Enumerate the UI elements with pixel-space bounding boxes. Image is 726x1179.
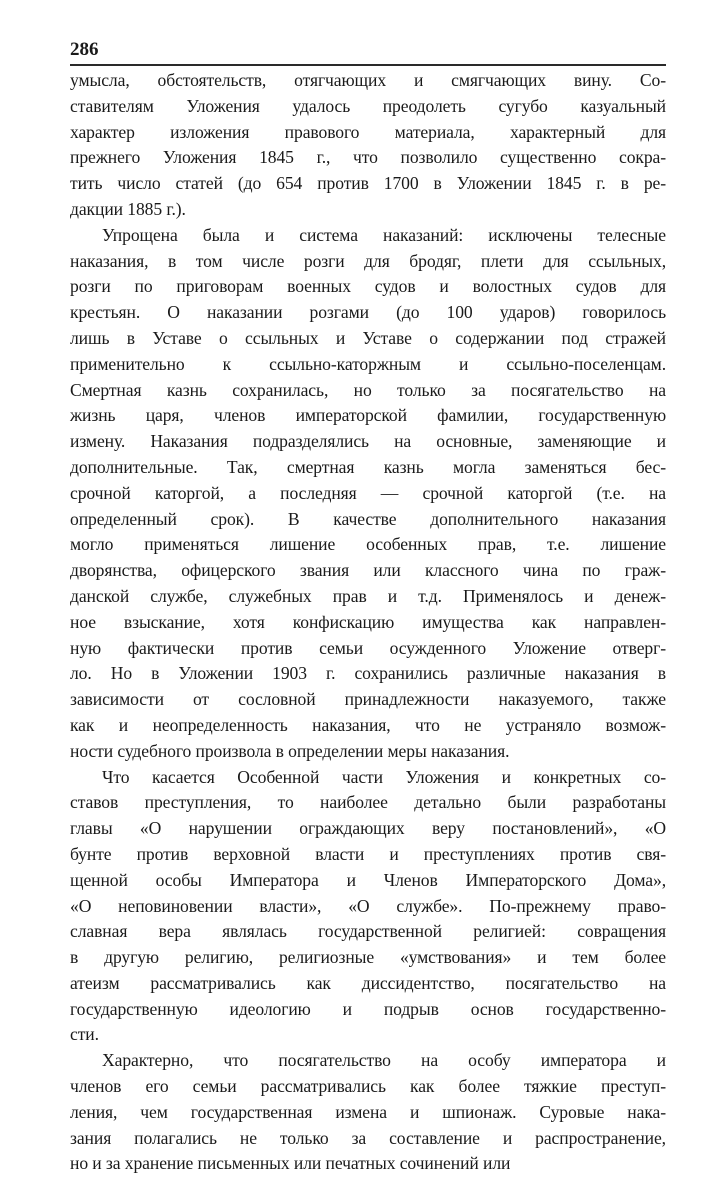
- text-line: ло. Но в Уложении 1903 г. сохранились различные наказания в: [70, 663, 666, 684]
- text-line: в другую религию, религиозные «умствования» и тем более: [70, 947, 666, 968]
- text-line: розги по приговорам военных судов и волостных судов для: [70, 276, 666, 297]
- text-line: данской службе, служебных прав и т.д. Применялось и денеж-: [70, 585, 666, 606]
- text-line: крестьян. О наказании розгами (до 100 ударов) говорилось: [70, 302, 666, 323]
- text-line: «О неповиновении власти», «О службе». По-прежнему право-: [70, 895, 666, 916]
- body-text: [70, 68, 666, 1177]
- text-line: дакции 1885 г.).: [70, 198, 186, 219]
- paragraph: [70, 765, 666, 1049]
- text-line: срочной каторгой, а последняя — срочной каторгой (т.е. на: [70, 482, 666, 503]
- text-line: умысла, обстоятельств, отягчающих и смягчающих вину. Со-: [70, 70, 666, 90]
- text-line: как и неопределенность наказания, что не устраняло возмож-: [70, 714, 666, 735]
- text-line: но и за хранение письменных или печатных сочинений или: [70, 1153, 511, 1174]
- text-line: щенной особы Императора и Членов Императорского Дома»,: [70, 869, 666, 890]
- text-line: ставителям Уложения удалось преодолеть сугубо казуальный: [70, 95, 666, 116]
- text-line: прежнего Уложения 1845 г., что позволило существенно сокра-: [70, 147, 666, 168]
- text-line: зависимости от сословной принадлежности наказуемого, также: [70, 689, 666, 710]
- text-line: главы «О нарушении ограждающих веру постановлений», «О: [70, 818, 666, 839]
- text-line: государственную идеологию и подрыв основ государственно-: [70, 998, 666, 1019]
- text-line: бунте против верховной власти и преступлениях против свя-: [70, 843, 666, 864]
- text-line: лишь в Уставе о ссыльных и Уставе о содержании под стражей: [70, 327, 666, 348]
- text-line: атеизм рассматривались как диссидентство, посягательство на: [70, 972, 666, 993]
- text-line: Характерно, что посягательство на особу императора и: [102, 1050, 666, 1071]
- text-line: определенный срок). В качестве дополнительного наказания: [70, 508, 666, 529]
- header-rule: [70, 64, 666, 66]
- text-line: могло применяться лишение особенных прав, т.е. лишение: [70, 534, 666, 555]
- text-line: дополнительные. Так, смертная казнь могла заменяться бес-: [70, 456, 666, 477]
- book-page: [70, 38, 666, 1177]
- text-line: сти.: [70, 1024, 99, 1045]
- text-line: наказания, в том числе розги для бродяг, плети для ссыльных,: [70, 250, 666, 271]
- text-line: славная вера являлась государственной религией: совращения: [70, 921, 666, 942]
- text-line: тить число статей (до 654 против 1700 в Уложении 1845 г. в ре-: [70, 173, 666, 194]
- text-line: членов его семьи рассматривались как более тяжкие преступ-: [70, 1076, 666, 1097]
- text-line: дворянства, офицерского звания или классного чина по граж-: [70, 560, 666, 581]
- text-line: применительно к ссыльно-каторжным и ссыльно-поселенцам.: [70, 353, 666, 374]
- text-line: Смертная казнь сохранилась, но только за посягательство на: [70, 379, 666, 400]
- paragraph: [70, 223, 666, 765]
- text-line: зания полагались не только за составление и распространение,: [70, 1127, 666, 1148]
- text-line: измену. Наказания подразделялись на основные, заменяющие и: [70, 431, 666, 452]
- paragraph: [70, 68, 666, 223]
- text-line: Упрощена была и система наказаний: исключены телесные: [102, 224, 666, 245]
- text-line: Что касается Особенной части Уложения и конкретных со-: [102, 766, 666, 787]
- text-line: ности судебного произвола в определении меры наказания.: [70, 740, 510, 761]
- text-line: характер изложения правового материала, характерный для: [70, 121, 666, 142]
- text-line: ную фактически против семьи осужденного Уложение отверг-: [70, 637, 666, 658]
- paragraph: [70, 1048, 666, 1177]
- text-line: ставов преступления, то наиболее детально были разработаны: [70, 792, 666, 813]
- page-number: 286: [70, 39, 99, 60]
- text-line: ления, чем государственная измена и шпионаж. Суровые нака-: [70, 1101, 666, 1122]
- text-line: ное взыскание, хотя конфискацию имущества как направлен-: [70, 611, 666, 632]
- text-line: жизнь царя, членов императорской фамилии, государственную: [70, 405, 666, 426]
